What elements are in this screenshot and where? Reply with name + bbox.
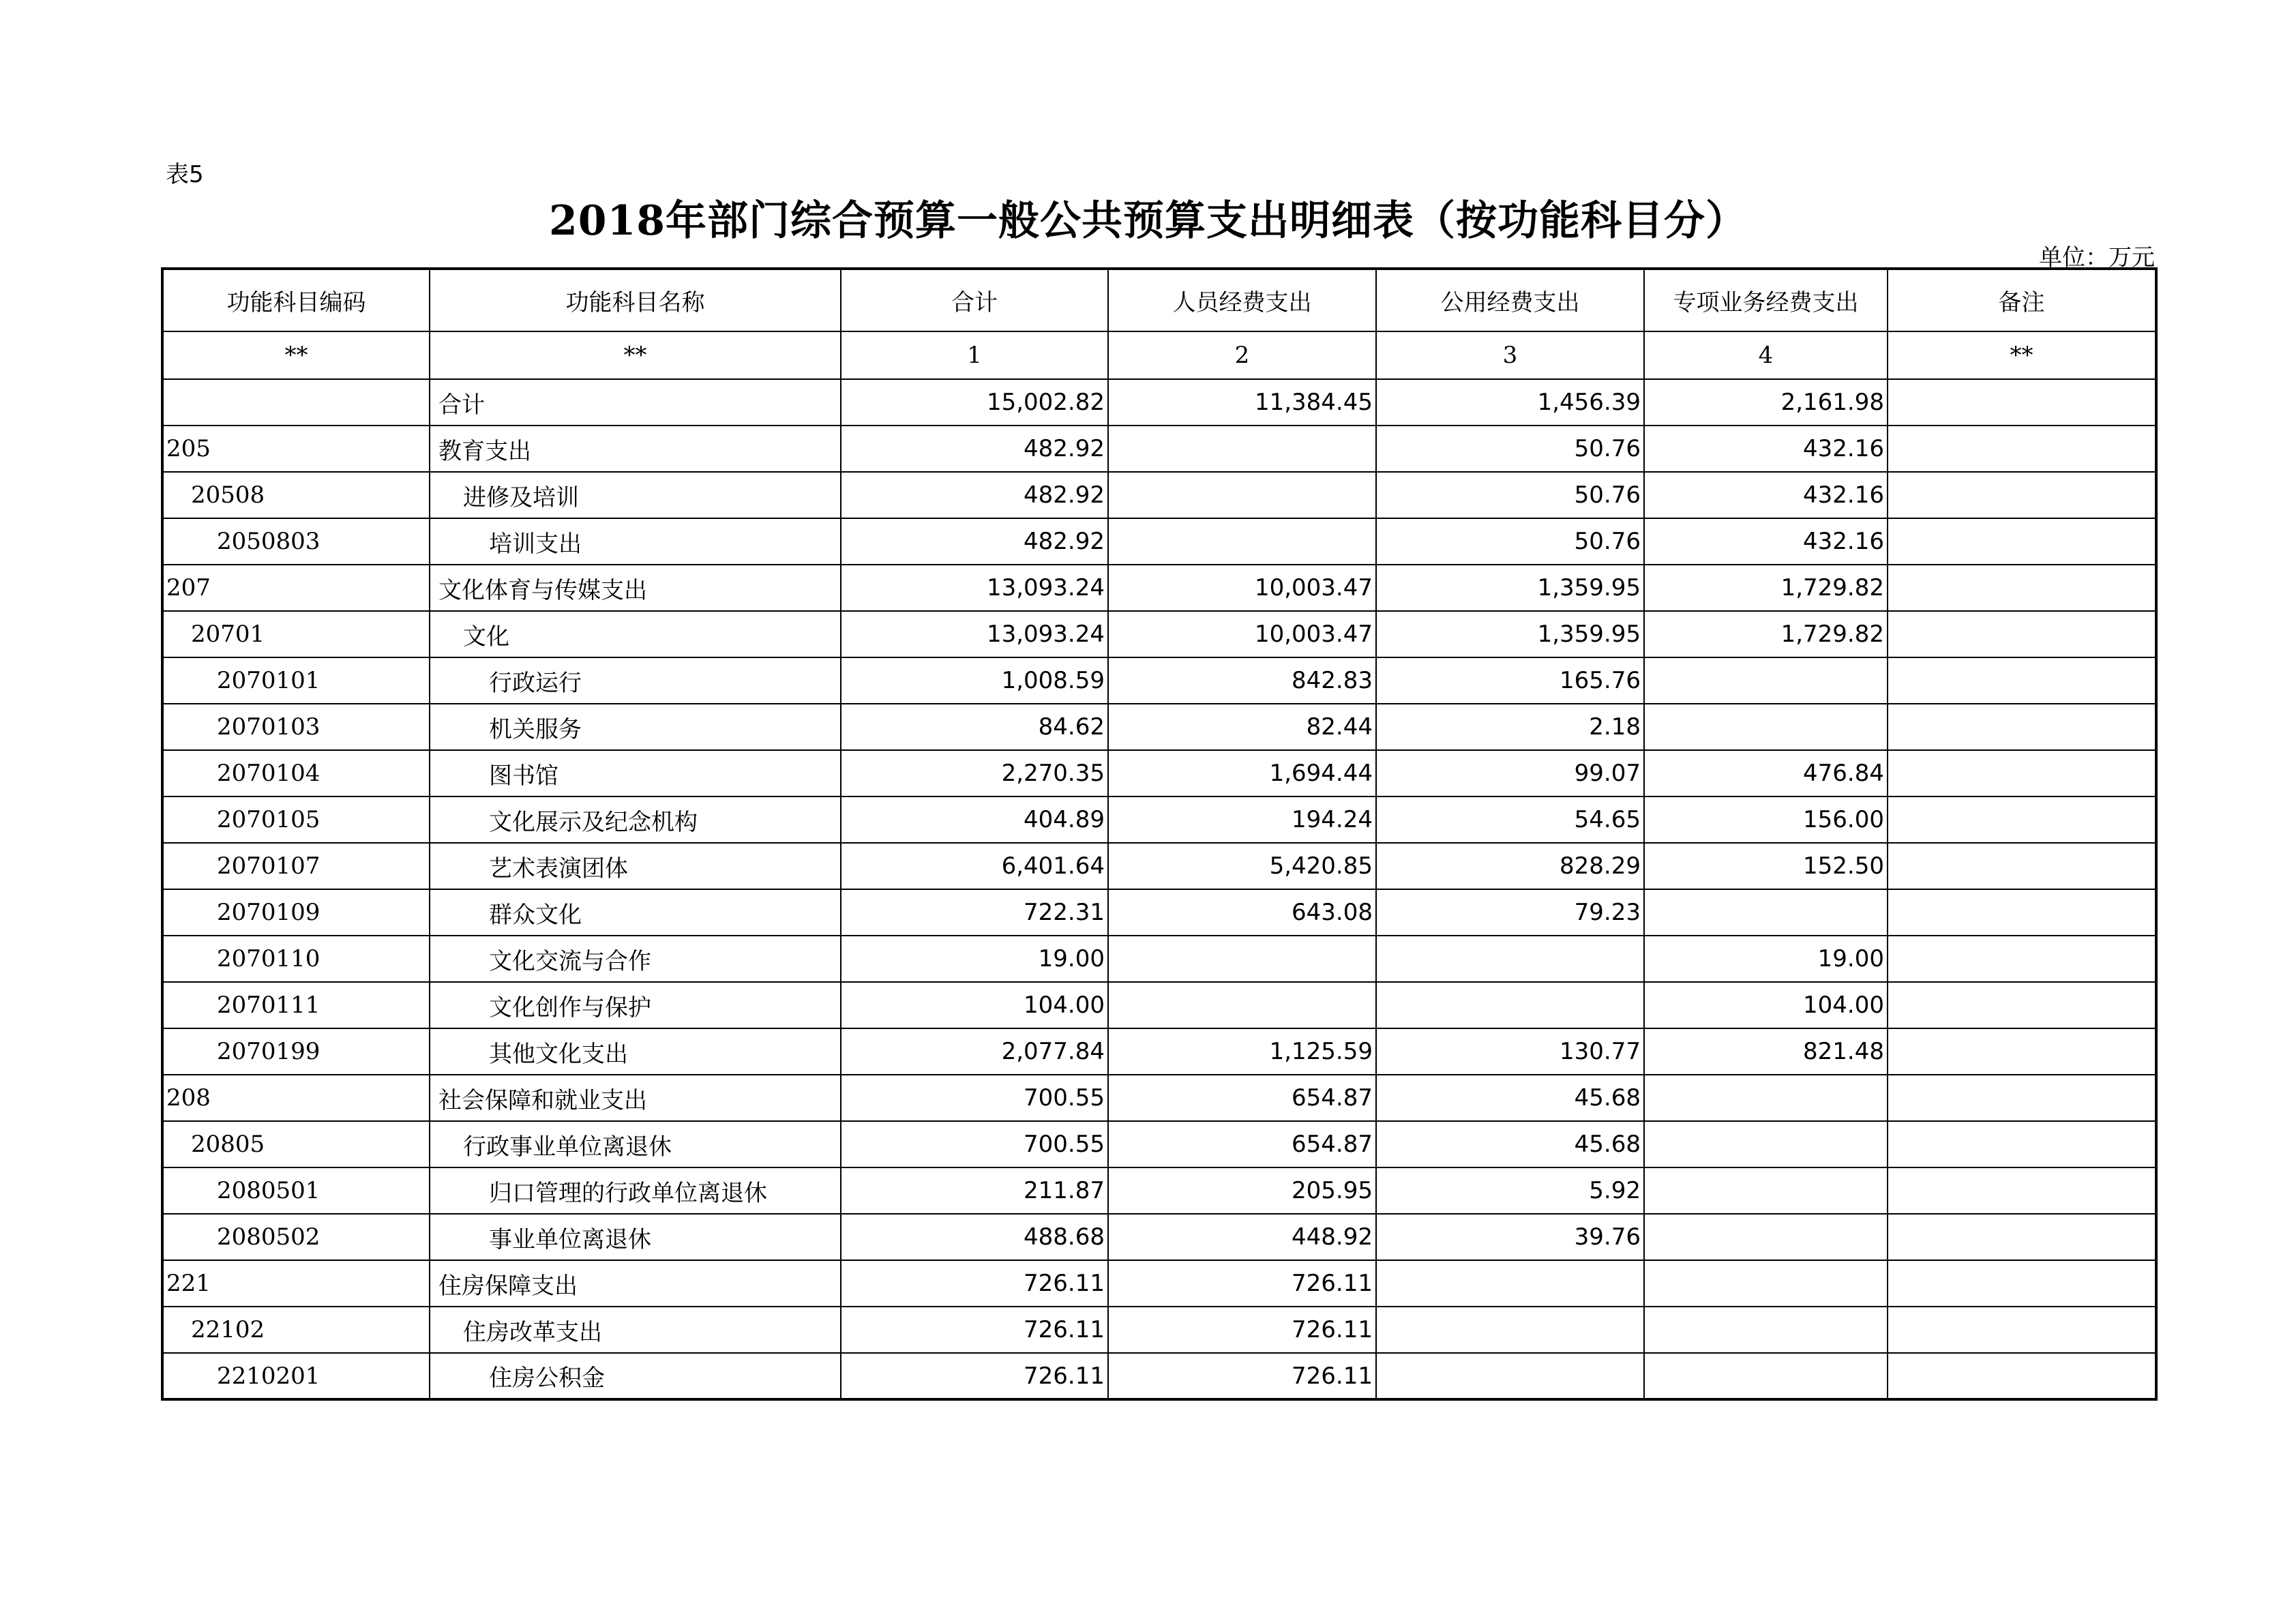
- table-row: [162, 472, 2156, 518]
- cell-total: 2,077.84: [841, 1028, 1108, 1075]
- cell-personnel: 643.08: [1108, 889, 1376, 936]
- cell-special: 1,729.82: [1644, 611, 1888, 657]
- table-row: [162, 611, 2156, 657]
- cell-remark: [1888, 704, 2156, 750]
- cell-name: 文化: [430, 611, 841, 657]
- table-row: [162, 379, 2156, 426]
- cell-name: 文化体育与传媒支出: [430, 565, 841, 611]
- cell-remark: [1888, 889, 2156, 936]
- cell-public: 50.76: [1376, 426, 1644, 472]
- cell-code: 2080502: [162, 1214, 430, 1260]
- table-row: [162, 843, 2156, 889]
- cell-name: 社会保障和就业支出: [430, 1075, 841, 1121]
- cell-remark: [1888, 1167, 2156, 1214]
- cell-personnel: 726.11: [1108, 1307, 1376, 1353]
- cell-public: 54.65: [1376, 796, 1644, 843]
- cell-remark: [1888, 750, 2156, 796]
- cell-name: 机关服务: [430, 704, 841, 750]
- cell-special: 432.16: [1644, 518, 1888, 565]
- cell-remark: [1888, 518, 2156, 565]
- cell-total: 404.89: [841, 796, 1108, 843]
- cell-public: [1376, 1353, 1644, 1399]
- cell-special: 152.50: [1644, 843, 1888, 889]
- cell-personnel: 1,125.59: [1108, 1028, 1376, 1075]
- cell-name: 住房改革支出: [430, 1307, 841, 1353]
- cell-public: 828.29: [1376, 843, 1644, 889]
- cell-total: 726.11: [841, 1260, 1108, 1307]
- cell-total: 700.55: [841, 1121, 1108, 1167]
- cell-special: [1644, 1167, 1888, 1214]
- cell-personnel: 726.11: [1108, 1260, 1376, 1307]
- cell-name: 教育支出: [430, 426, 841, 472]
- cell-special: [1644, 889, 1888, 936]
- cell-remark: [1888, 1075, 2156, 1121]
- cell-code: 2070101: [162, 657, 430, 704]
- table-body: [162, 269, 2156, 1399]
- table-row: [162, 704, 2156, 750]
- cell-total: 2,270.35: [841, 750, 1108, 796]
- cell-total: 13,093.24: [841, 611, 1108, 657]
- index-row: [162, 331, 2156, 379]
- cell-remark: [1888, 472, 2156, 518]
- header-total: 合计: [841, 269, 1108, 331]
- header-remark: 备注: [1888, 269, 2156, 331]
- table-row: [162, 426, 2156, 472]
- cell-total: 6,401.64: [841, 843, 1108, 889]
- cell-name: 事业单位离退休: [430, 1214, 841, 1260]
- cell-code: 2070109: [162, 889, 430, 936]
- cell-personnel: [1108, 936, 1376, 982]
- cell-total: 726.11: [841, 1353, 1108, 1399]
- cell-code: 20508: [162, 472, 430, 518]
- cell-personnel: [1108, 982, 1376, 1028]
- table-row: [162, 657, 2156, 704]
- cell-remark: [1888, 936, 2156, 982]
- cell-personnel: 448.92: [1108, 1214, 1376, 1260]
- cell-remark: [1888, 1214, 2156, 1260]
- cell-public: 1,456.39: [1376, 379, 1644, 426]
- cell-name: 行政事业单位离退休: [430, 1121, 841, 1167]
- header-row: [162, 269, 2156, 331]
- index-name: **: [430, 331, 841, 379]
- table-row: [162, 565, 2156, 611]
- cell-personnel: [1108, 518, 1376, 565]
- header-public: 公用经费支出: [1376, 269, 1644, 331]
- index-public: 3: [1376, 331, 1644, 379]
- cell-name: 其他文化支出: [430, 1028, 841, 1075]
- table-row: [162, 982, 2156, 1028]
- cell-remark: [1888, 1028, 2156, 1075]
- table-row: [162, 1353, 2156, 1399]
- cell-code: 2070107: [162, 843, 430, 889]
- cell-personnel: 10,003.47: [1108, 611, 1376, 657]
- cell-public: 1,359.95: [1376, 565, 1644, 611]
- cell-special: 476.84: [1644, 750, 1888, 796]
- header-special: 专项业务经费支出: [1644, 269, 1888, 331]
- cell-code: 205: [162, 426, 430, 472]
- index-personnel: 2: [1108, 331, 1376, 379]
- cell-public: [1376, 936, 1644, 982]
- cell-name: 文化创作与保护: [430, 982, 841, 1028]
- table-label: 表5: [166, 161, 204, 188]
- cell-personnel: 726.11: [1108, 1353, 1376, 1399]
- cell-name: 行政运行: [430, 657, 841, 704]
- budget-table: [161, 267, 2158, 1401]
- table-row: [162, 1307, 2156, 1353]
- header-personnel: 人员经费支出: [1108, 269, 1376, 331]
- table-row: [162, 936, 2156, 982]
- cell-public: 165.76: [1376, 657, 1644, 704]
- table-row: [162, 889, 2156, 936]
- cell-personnel: 654.87: [1108, 1075, 1376, 1121]
- cell-remark: [1888, 379, 2156, 426]
- cell-public: 50.76: [1376, 472, 1644, 518]
- cell-total: 104.00: [841, 982, 1108, 1028]
- cell-remark: [1888, 1121, 2156, 1167]
- cell-remark: [1888, 796, 2156, 843]
- cell-personnel: 842.83: [1108, 657, 1376, 704]
- cell-total: 211.87: [841, 1167, 1108, 1214]
- cell-special: [1644, 1214, 1888, 1260]
- cell-name: 进修及培训: [430, 472, 841, 518]
- cell-code: 2070111: [162, 982, 430, 1028]
- cell-special: 821.48: [1644, 1028, 1888, 1075]
- cell-name: 群众文化: [430, 889, 841, 936]
- cell-code: 221: [162, 1260, 430, 1307]
- cell-name: 住房保障支出: [430, 1260, 841, 1307]
- header-code: 功能科目编码: [162, 269, 430, 331]
- cell-remark: [1888, 611, 2156, 657]
- cell-code: 2070110: [162, 936, 430, 982]
- cell-special: [1644, 1260, 1888, 1307]
- cell-total: 482.92: [841, 518, 1108, 565]
- cell-personnel: 205.95: [1108, 1167, 1376, 1214]
- cell-total: 13,093.24: [841, 565, 1108, 611]
- cell-name: 合计: [430, 379, 841, 426]
- cell-special: 19.00: [1644, 936, 1888, 982]
- cell-personnel: 1,694.44: [1108, 750, 1376, 796]
- cell-code: 207: [162, 565, 430, 611]
- cell-remark: [1888, 843, 2156, 889]
- cell-public: 45.68: [1376, 1075, 1644, 1121]
- cell-total: 84.62: [841, 704, 1108, 750]
- cell-code: 208: [162, 1075, 430, 1121]
- cell-code: 2070103: [162, 704, 430, 750]
- cell-total: 1,008.59: [841, 657, 1108, 704]
- unit-label: 单位：万元: [2039, 244, 2155, 271]
- cell-personnel: 654.87: [1108, 1121, 1376, 1167]
- cell-remark: [1888, 1353, 2156, 1399]
- cell-public: 2.18: [1376, 704, 1644, 750]
- cell-code: 2070105: [162, 796, 430, 843]
- cell-name: 图书馆: [430, 750, 841, 796]
- table-row: [162, 1214, 2156, 1260]
- cell-personnel: 194.24: [1108, 796, 1376, 843]
- cell-code: 2080501: [162, 1167, 430, 1214]
- header-name: 功能科目名称: [430, 269, 841, 331]
- cell-public: [1376, 1260, 1644, 1307]
- cell-code: [162, 379, 430, 426]
- page-title: 2018年部门综合预算一般公共预算支出明细表（按功能科目分）: [549, 197, 1747, 245]
- cell-personnel: [1108, 426, 1376, 472]
- table-row: [162, 750, 2156, 796]
- cell-total: 482.92: [841, 426, 1108, 472]
- cell-special: [1644, 1075, 1888, 1121]
- cell-name: 归口管理的行政单位离退休: [430, 1167, 841, 1214]
- cell-name: 文化展示及纪念机构: [430, 796, 841, 843]
- cell-special: [1644, 704, 1888, 750]
- cell-code: 22102: [162, 1307, 430, 1353]
- cell-public: [1376, 1307, 1644, 1353]
- table-row: [162, 518, 2156, 565]
- cell-code: 20701: [162, 611, 430, 657]
- cell-special: [1644, 1353, 1888, 1399]
- cell-public: 99.07: [1376, 750, 1644, 796]
- cell-total: 726.11: [841, 1307, 1108, 1353]
- cell-public: 5.92: [1376, 1167, 1644, 1214]
- cell-personnel: 10,003.47: [1108, 565, 1376, 611]
- cell-total: 722.31: [841, 889, 1108, 936]
- cell-special: 156.00: [1644, 796, 1888, 843]
- cell-public: 39.76: [1376, 1214, 1644, 1260]
- cell-code: 2070199: [162, 1028, 430, 1075]
- index-total: 1: [841, 331, 1108, 379]
- cell-public: 1,359.95: [1376, 611, 1644, 657]
- cell-personnel: 11,384.45: [1108, 379, 1376, 426]
- cell-personnel: 82.44: [1108, 704, 1376, 750]
- table-row: [162, 796, 2156, 843]
- cell-remark: [1888, 1307, 2156, 1353]
- cell-public: 79.23: [1376, 889, 1644, 936]
- cell-public: 130.77: [1376, 1028, 1644, 1075]
- cell-remark: [1888, 1260, 2156, 1307]
- cell-special: [1644, 1307, 1888, 1353]
- cell-total: 488.68: [841, 1214, 1108, 1260]
- cell-code: 2070104: [162, 750, 430, 796]
- cell-name: 住房公积金: [430, 1353, 841, 1399]
- cell-code: 20805: [162, 1121, 430, 1167]
- cell-total: 482.92: [841, 472, 1108, 518]
- cell-code: 2050803: [162, 518, 430, 565]
- cell-special: 2,161.98: [1644, 379, 1888, 426]
- index-remark: **: [1888, 331, 2156, 379]
- table-row: [162, 1121, 2156, 1167]
- cell-special: 432.16: [1644, 426, 1888, 472]
- cell-personnel: [1108, 472, 1376, 518]
- table-row: [162, 1167, 2156, 1214]
- cell-code: 2210201: [162, 1353, 430, 1399]
- cell-total: 19.00: [841, 936, 1108, 982]
- cell-name: 艺术表演团体: [430, 843, 841, 889]
- cell-public: 50.76: [1376, 518, 1644, 565]
- cell-name: 培训支出: [430, 518, 841, 565]
- cell-special: 104.00: [1644, 982, 1888, 1028]
- index-code: **: [162, 331, 430, 379]
- cell-special: 1,729.82: [1644, 565, 1888, 611]
- cell-special: [1644, 657, 1888, 704]
- cell-total: 700.55: [841, 1075, 1108, 1121]
- cell-personnel: 5,420.85: [1108, 843, 1376, 889]
- cell-remark: [1888, 657, 2156, 704]
- cell-remark: [1888, 565, 2156, 611]
- cell-remark: [1888, 426, 2156, 472]
- cell-public: [1376, 982, 1644, 1028]
- index-special: 4: [1644, 331, 1888, 379]
- cell-special: 432.16: [1644, 472, 1888, 518]
- cell-total: 15,002.82: [841, 379, 1108, 426]
- table-row: [162, 1260, 2156, 1307]
- table-row: [162, 1075, 2156, 1121]
- table-row: [162, 1028, 2156, 1075]
- cell-public: 45.68: [1376, 1121, 1644, 1167]
- cell-remark: [1888, 982, 2156, 1028]
- cell-special: [1644, 1121, 1888, 1167]
- cell-name: 文化交流与合作: [430, 936, 841, 982]
